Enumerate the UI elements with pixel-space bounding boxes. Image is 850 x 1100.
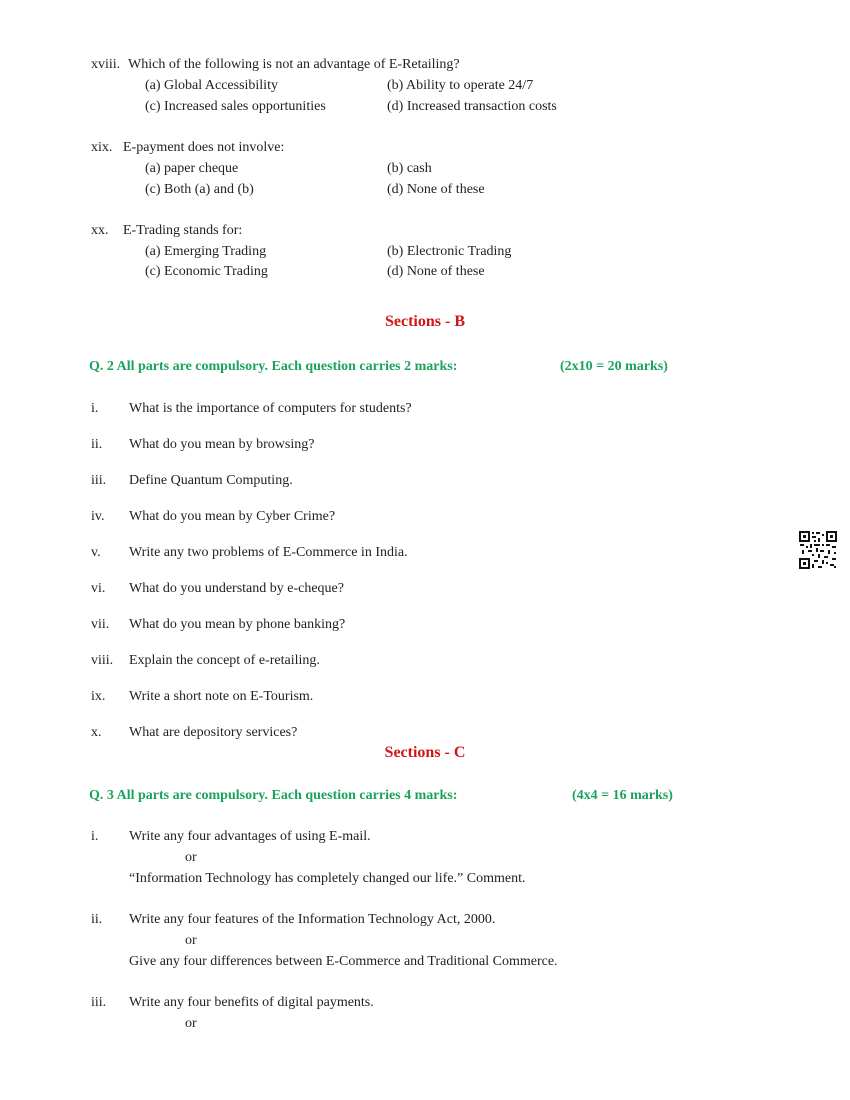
mcq-option: (d) Increased transaction costs: [387, 99, 557, 114]
mcq-question: Which of the following is not an advantage of E-Retailing?: [128, 57, 460, 72]
question-text: Explain the concept of e-retailing.: [129, 653, 320, 668]
section-c-heading: Sections - C: [384, 744, 466, 761]
question-number: ii.: [91, 912, 103, 927]
question-number: vi.: [91, 581, 106, 596]
question-text: Write any four advantages of using E-mail.: [129, 829, 371, 844]
question-text: What do you mean by Cyber Crime?: [129, 509, 336, 524]
mcq-number: xix.: [91, 140, 113, 155]
question-alternative: “Information Technology has completely changed our life.” Comment.: [129, 871, 526, 886]
question-number: i.: [91, 829, 99, 844]
question-number: viii.: [91, 653, 114, 668]
question-number: ii.: [91, 437, 103, 452]
section-b-instruction: Q. 2 All parts are compulsory. Each question carries 2 marks:: [89, 359, 458, 374]
question-alternative: Give any four differences between E-Commerce and Traditional Commerce.: [129, 954, 558, 969]
section-b-marks: (2x10 = 20 marks): [560, 359, 668, 374]
question-number: iv.: [91, 509, 105, 524]
mcq-option: (d) None of these: [387, 264, 485, 279]
question-number: i.: [91, 401, 99, 416]
question-text: Write any two problems of E-Commerce in India.: [129, 545, 408, 560]
question-text: What are depository services?: [129, 725, 298, 740]
section-c-instruction: Q. 3 All parts are compulsory. Each question carries 4 marks:: [89, 788, 458, 803]
mcq-option: (b) cash: [387, 161, 432, 176]
mcq-option: (c) Economic Trading: [145, 264, 268, 279]
question-text: Write a short note on E-Tourism.: [129, 689, 314, 704]
mcq-option: (a) Global Accessibility: [145, 78, 278, 93]
mcq-number: xviii.: [91, 57, 121, 72]
question-number: vii.: [91, 617, 110, 632]
mcq-option: (a) Emerging Trading: [145, 244, 267, 259]
mcq-question: E-Trading stands for:: [123, 223, 243, 238]
mcq-question: E-payment does not involve:: [123, 140, 285, 155]
question-number: iii.: [91, 473, 107, 488]
question-text: What do you mean by phone banking?: [129, 617, 346, 632]
question-text: Define Quantum Computing.: [129, 473, 293, 488]
or-label: or: [185, 850, 197, 865]
mcq-option: (b) Ability to operate 24/7: [387, 78, 534, 93]
question-text: What is the importance of computers for students?: [129, 401, 412, 416]
question-number: ix.: [91, 689, 106, 704]
mcq-option: (c) Increased sales opportunities: [145, 99, 326, 114]
mcq-option: (a) paper cheque: [145, 161, 239, 176]
mcq-option: (d) None of these: [387, 182, 485, 197]
question-text: What do you mean by browsing?: [129, 437, 315, 452]
qr-code-icon: [798, 530, 838, 570]
question-number: x.: [91, 725, 102, 740]
question-text: What do you understand by e-cheque?: [129, 581, 344, 596]
section-c-marks: (4x4 = 16 marks): [572, 788, 673, 803]
question-number: v.: [91, 545, 101, 560]
or-label: or: [185, 1016, 197, 1031]
question-text: Write any four benefits of digital payments.: [129, 995, 374, 1010]
question-number: iii.: [91, 995, 107, 1010]
mcq-option: (b) Electronic Trading: [387, 244, 512, 259]
mcq-option: (c) Both (a) and (b): [145, 182, 254, 197]
or-label: or: [185, 933, 197, 948]
mcq-number: xx.: [91, 223, 109, 238]
section-b-heading: Sections - B: [385, 313, 465, 330]
question-text: Write any four features of the Information Technology Act, 2000.: [129, 912, 496, 927]
